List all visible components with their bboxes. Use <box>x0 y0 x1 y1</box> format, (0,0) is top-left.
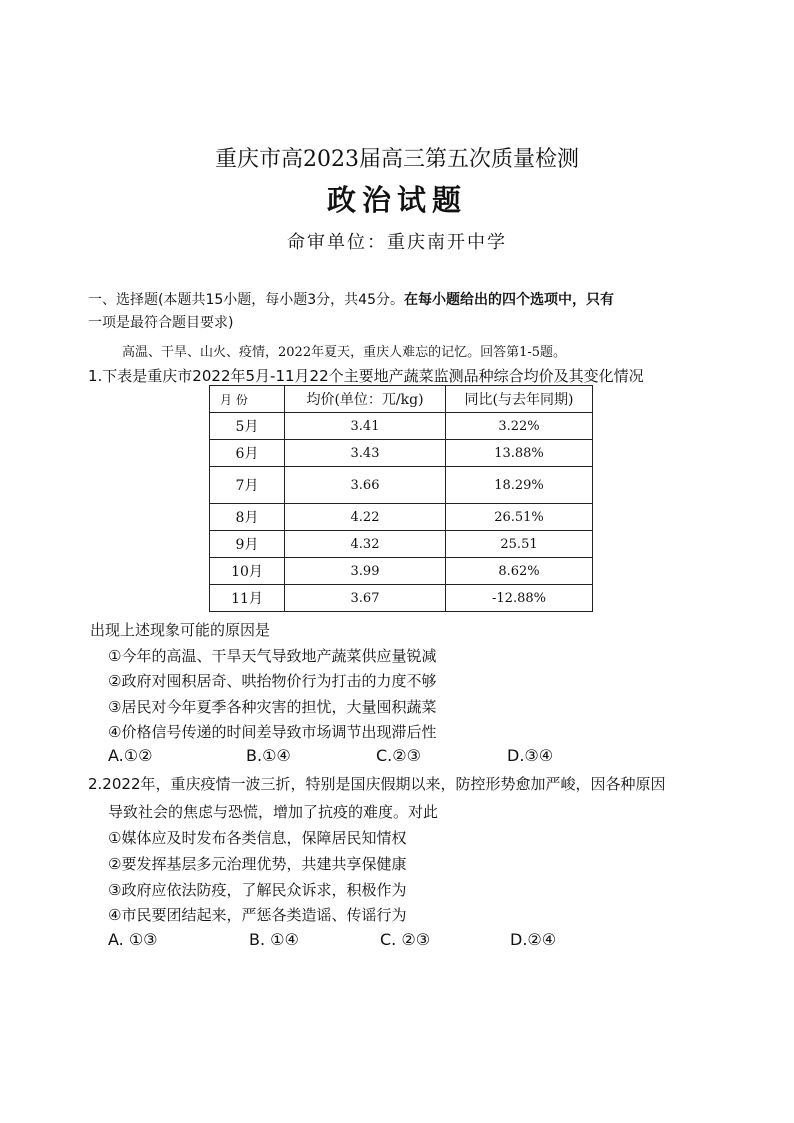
table-cell-price: 4.22 <box>285 504 446 531</box>
q2-choice-d[interactable]: D.②④ <box>510 930 557 949</box>
exam-setter-line: 命审单位：重庆南开中学 <box>287 232 507 253</box>
table-row <box>210 531 593 558</box>
table-cell-month: 9月 <box>210 531 285 558</box>
q1-option-3: ③居民对今年夏季各种灾害的担忧，大量囤积蔬菜 <box>108 698 437 716</box>
table-cell-month: 5月 <box>210 413 285 440</box>
section-heading-line1 <box>88 289 614 309</box>
table-header-price: 均价(单位：兀/kg) <box>285 386 446 413</box>
table-row <box>210 504 593 531</box>
q2-choice-a[interactable]: A. ①③ <box>108 930 158 949</box>
table-header-row <box>210 386 593 413</box>
table-cell-yoy: -12.88% <box>446 585 593 612</box>
table-cell-yoy: 18.29% <box>446 467 593 504</box>
q1-choice-a[interactable]: A.①② <box>108 746 153 765</box>
table-cell-month: 6月 <box>210 440 285 467</box>
table-row <box>210 467 593 504</box>
table-cell-month: 7月 <box>210 467 285 504</box>
table-cell-price: 3.67 <box>285 585 446 612</box>
table-cell-yoy: 13.88% <box>446 440 593 467</box>
table-cell-price: 3.99 <box>285 558 446 585</box>
q2-option-3: ③政府应依法防疫，了解民众诉求，积极作为 <box>108 881 407 899</box>
section-heading-plain: 一、选择题(本题共15小题，每小题3分，共45分。 <box>88 292 404 308</box>
q1-stem: 1.下表是重庆市2022年5月-11月22个主要地产蔬菜监测品种综合均价及其变化情况 <box>88 367 644 385</box>
table-cell-month: 10月 <box>210 558 285 585</box>
section-heading-bold: 在每小题给出的四个选项中，只有 <box>404 292 614 308</box>
table-row <box>210 585 593 612</box>
q1-prompt: 出现上述现象可能的原因是 <box>90 621 271 639</box>
q2-option-1: ①媒体应及时发布各类信息，保障居民知情权 <box>108 829 407 847</box>
q1-option-2: ②政府对囤积居奇、哄抬物价行为打击的力度不够 <box>108 672 437 690</box>
q1-price-table <box>209 385 593 612</box>
exam-subject-title: 政治试题 <box>326 183 467 217</box>
table-cell-yoy: 26.51% <box>446 504 593 531</box>
table-cell-yoy: 8.62% <box>446 558 593 585</box>
table-cell-month: 8月 <box>210 504 285 531</box>
q2-choice-b[interactable]: B. ①④ <box>249 930 299 949</box>
q1-choice-c[interactable]: C.②③ <box>376 746 421 765</box>
table-cell-price: 4.32 <box>285 531 446 558</box>
table-header-month: 月 份 <box>210 386 285 413</box>
section-heading-line2: 一项是最符合题目要求) <box>88 315 234 331</box>
q2-choice-c[interactable]: C. ②③ <box>380 930 431 949</box>
q1-choice-d[interactable]: D.③④ <box>507 746 554 765</box>
q2-stem-line1: 2.2022年，重庆疫情一波三折，特别是国庆假期以来，防控形势愈加严峻，因各种原因 <box>88 775 666 793</box>
table-cell-price: 3.43 <box>285 440 446 467</box>
q2-stem-line2: 导致社会的焦虑与恐慌，增加了抗疫的难度。对此 <box>108 803 439 821</box>
table-cell-month: 11月 <box>210 585 285 612</box>
table-cell-yoy: 25.51 <box>446 531 593 558</box>
table-row <box>210 440 593 467</box>
q1-option-1: ①今年的高温、干旱天气导致地产蔬菜供应量锐减 <box>108 647 437 665</box>
table-row <box>210 558 593 585</box>
q1-choice-b[interactable]: B.①④ <box>246 746 291 765</box>
table-row <box>210 413 593 440</box>
exam-title-line1: 重庆市高2023届高三第五次质量检测 <box>215 147 579 172</box>
q1-option-4: ④价格信号传递的时间差导致市场调节出现滞后性 <box>108 723 437 741</box>
table-cell-price: 3.41 <box>285 413 446 440</box>
table-cell-price: 3.66 <box>285 467 446 504</box>
q2-option-2: ②要发挥基层多元治理优势，共建共享保健康 <box>108 855 407 873</box>
q2-option-4: ④市民要团结起来，严惩各类造谣、传谣行为 <box>108 906 407 924</box>
material-text: 高温、干旱、山火、疫情，2022年夏天，重庆人难忘的记忆。回答第1-5题。 <box>122 345 567 360</box>
table-header-yoy: 同比(与去年同期) <box>446 386 593 413</box>
table-cell-yoy: 3.22% <box>446 413 593 440</box>
